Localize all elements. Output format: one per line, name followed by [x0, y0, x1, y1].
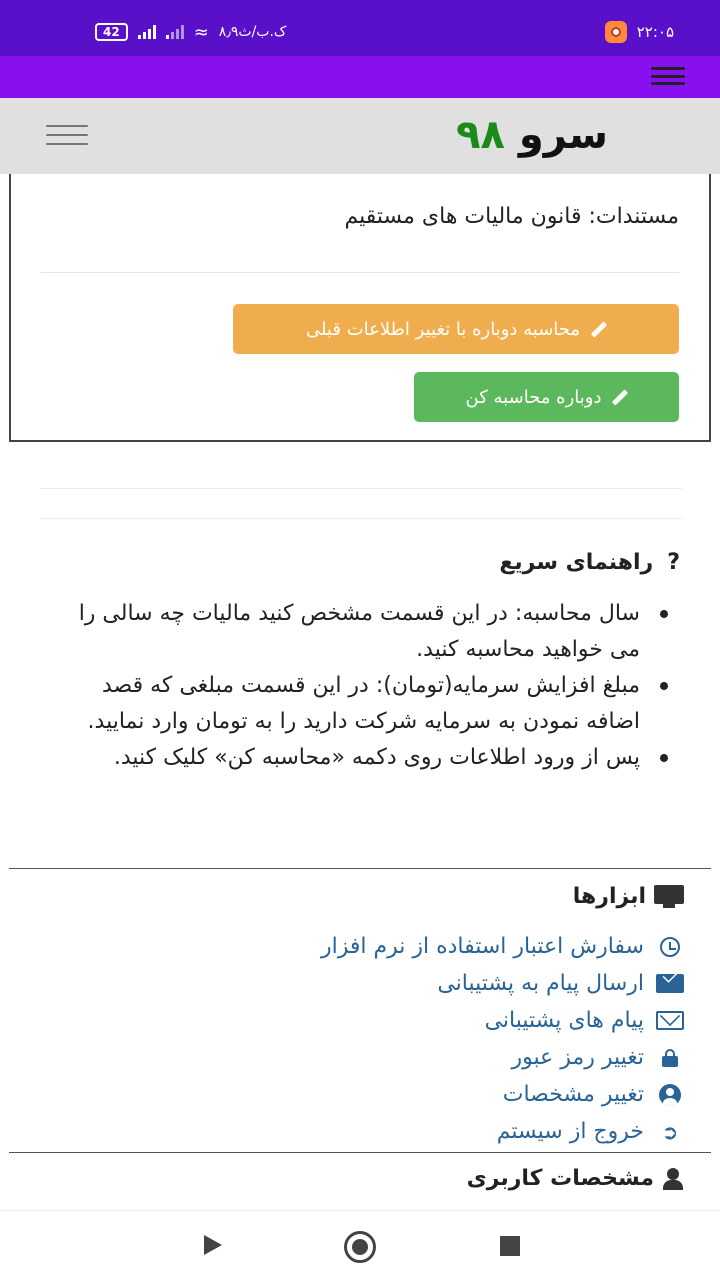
user-circle-icon: [659, 1084, 681, 1106]
documents-reference: مستندات: قانون مالیات های مستقیم: [344, 204, 679, 229]
sidebar-toggle-icon[interactable]: [46, 125, 88, 145]
quick-guide-heading: راهنمای سریع: [499, 550, 654, 575]
site-logo[interactable]: [456, 112, 608, 158]
tool-order-credit[interactable]: [321, 928, 684, 965]
signal-icon: [138, 25, 156, 39]
list-item: سال محاسبه: در این قسمت مشخص کنید مالیات چه سالی را می خواهید محاسبه کنید.: [54, 596, 674, 668]
tools-title: [573, 884, 684, 909]
result-card: [9, 174, 711, 442]
screen-recorder-icon: [605, 21, 627, 43]
tool-send-support-message[interactable]: [321, 965, 684, 1002]
recalculate-with-change-label: محاسبه دوباره با تغییر اطلاعات قبلی: [305, 318, 581, 340]
recalculate-button[interactable]: [414, 372, 679, 422]
tool-label: پیام های پشتیبانی: [484, 1008, 644, 1033]
user-icon: [662, 1168, 684, 1190]
network-speed: ۸٫۹ک.ب/ث: [218, 24, 287, 40]
brand-text: سرو: [518, 112, 608, 158]
divider: [40, 488, 682, 489]
tool-sign-out[interactable]: [321, 1113, 684, 1150]
clock-icon: [660, 937, 680, 957]
user-profile-heading: مشخصات کاربری: [466, 1166, 654, 1191]
status-time: ۲۲:۰۵: [636, 23, 674, 41]
envelope-icon: [656, 974, 684, 993]
list-item: پس از ورود اطلاعات روی دکمه «محاسبه کن» کلیک کنید.: [54, 740, 674, 776]
list-item: مبلغ افزایش سرمایه(تومان): در این قسمت مبلغی که قصد اضافه نمودن به سرمایه شرکت دارید را به تومان وارد نمایید.: [54, 668, 674, 740]
recalculate-label: دوباره محاسبه کن: [465, 386, 602, 408]
section-divider: [9, 1152, 711, 1153]
back-icon[interactable]: [204, 1235, 222, 1255]
android-navigation-bar: [0, 1210, 720, 1280]
status-time-area: [605, 20, 674, 44]
wifi-icon: ≈: [193, 21, 209, 43]
tool-label: سفارش اعتبار استفاده از نرم افزار: [320, 934, 644, 959]
tool-label: ارسال پیام به پشتیبانی: [437, 971, 644, 996]
quick-guide-title: [499, 550, 680, 575]
status-indicators: [95, 20, 286, 44]
brand-number: ۹۸: [456, 112, 505, 158]
quick-guide-list: [54, 596, 674, 776]
lock-icon: [662, 1049, 678, 1067]
user-profile-title: [467, 1166, 684, 1191]
sign-out-icon: ➲: [661, 1119, 679, 1144]
tool-label: خروج از سیستم: [496, 1119, 644, 1144]
home-icon[interactable]: [344, 1231, 376, 1263]
desktop-icon: [654, 885, 684, 909]
tool-change-profile[interactable]: [321, 1076, 684, 1113]
recent-apps-icon[interactable]: [500, 1236, 520, 1256]
divider: [40, 518, 682, 519]
pencil-icon: [590, 321, 606, 337]
tools-heading: ابزارها: [572, 884, 646, 909]
tools-menu: [321, 928, 684, 1150]
section-divider: [9, 868, 711, 869]
top-navbar: [0, 56, 720, 98]
tool-support-messages[interactable]: [321, 1002, 684, 1039]
pencil-icon: [611, 389, 627, 405]
menu-hamburger-icon[interactable]: [651, 67, 685, 85]
battery-icon: 42: [95, 23, 128, 41]
tool-label: تغییر مشخصات: [502, 1082, 644, 1107]
signal-secondary-icon: [166, 25, 184, 39]
site-header: [0, 98, 720, 174]
recalculate-with-change-button[interactable]: [233, 304, 679, 354]
envelope-outline-icon: [656, 1011, 684, 1030]
tool-change-password[interactable]: [321, 1039, 684, 1076]
tool-label: تغییر رمز عبور: [511, 1045, 644, 1070]
card-divider: [41, 272, 679, 273]
status-bar: [0, 0, 720, 56]
question-icon: ?: [667, 550, 680, 575]
